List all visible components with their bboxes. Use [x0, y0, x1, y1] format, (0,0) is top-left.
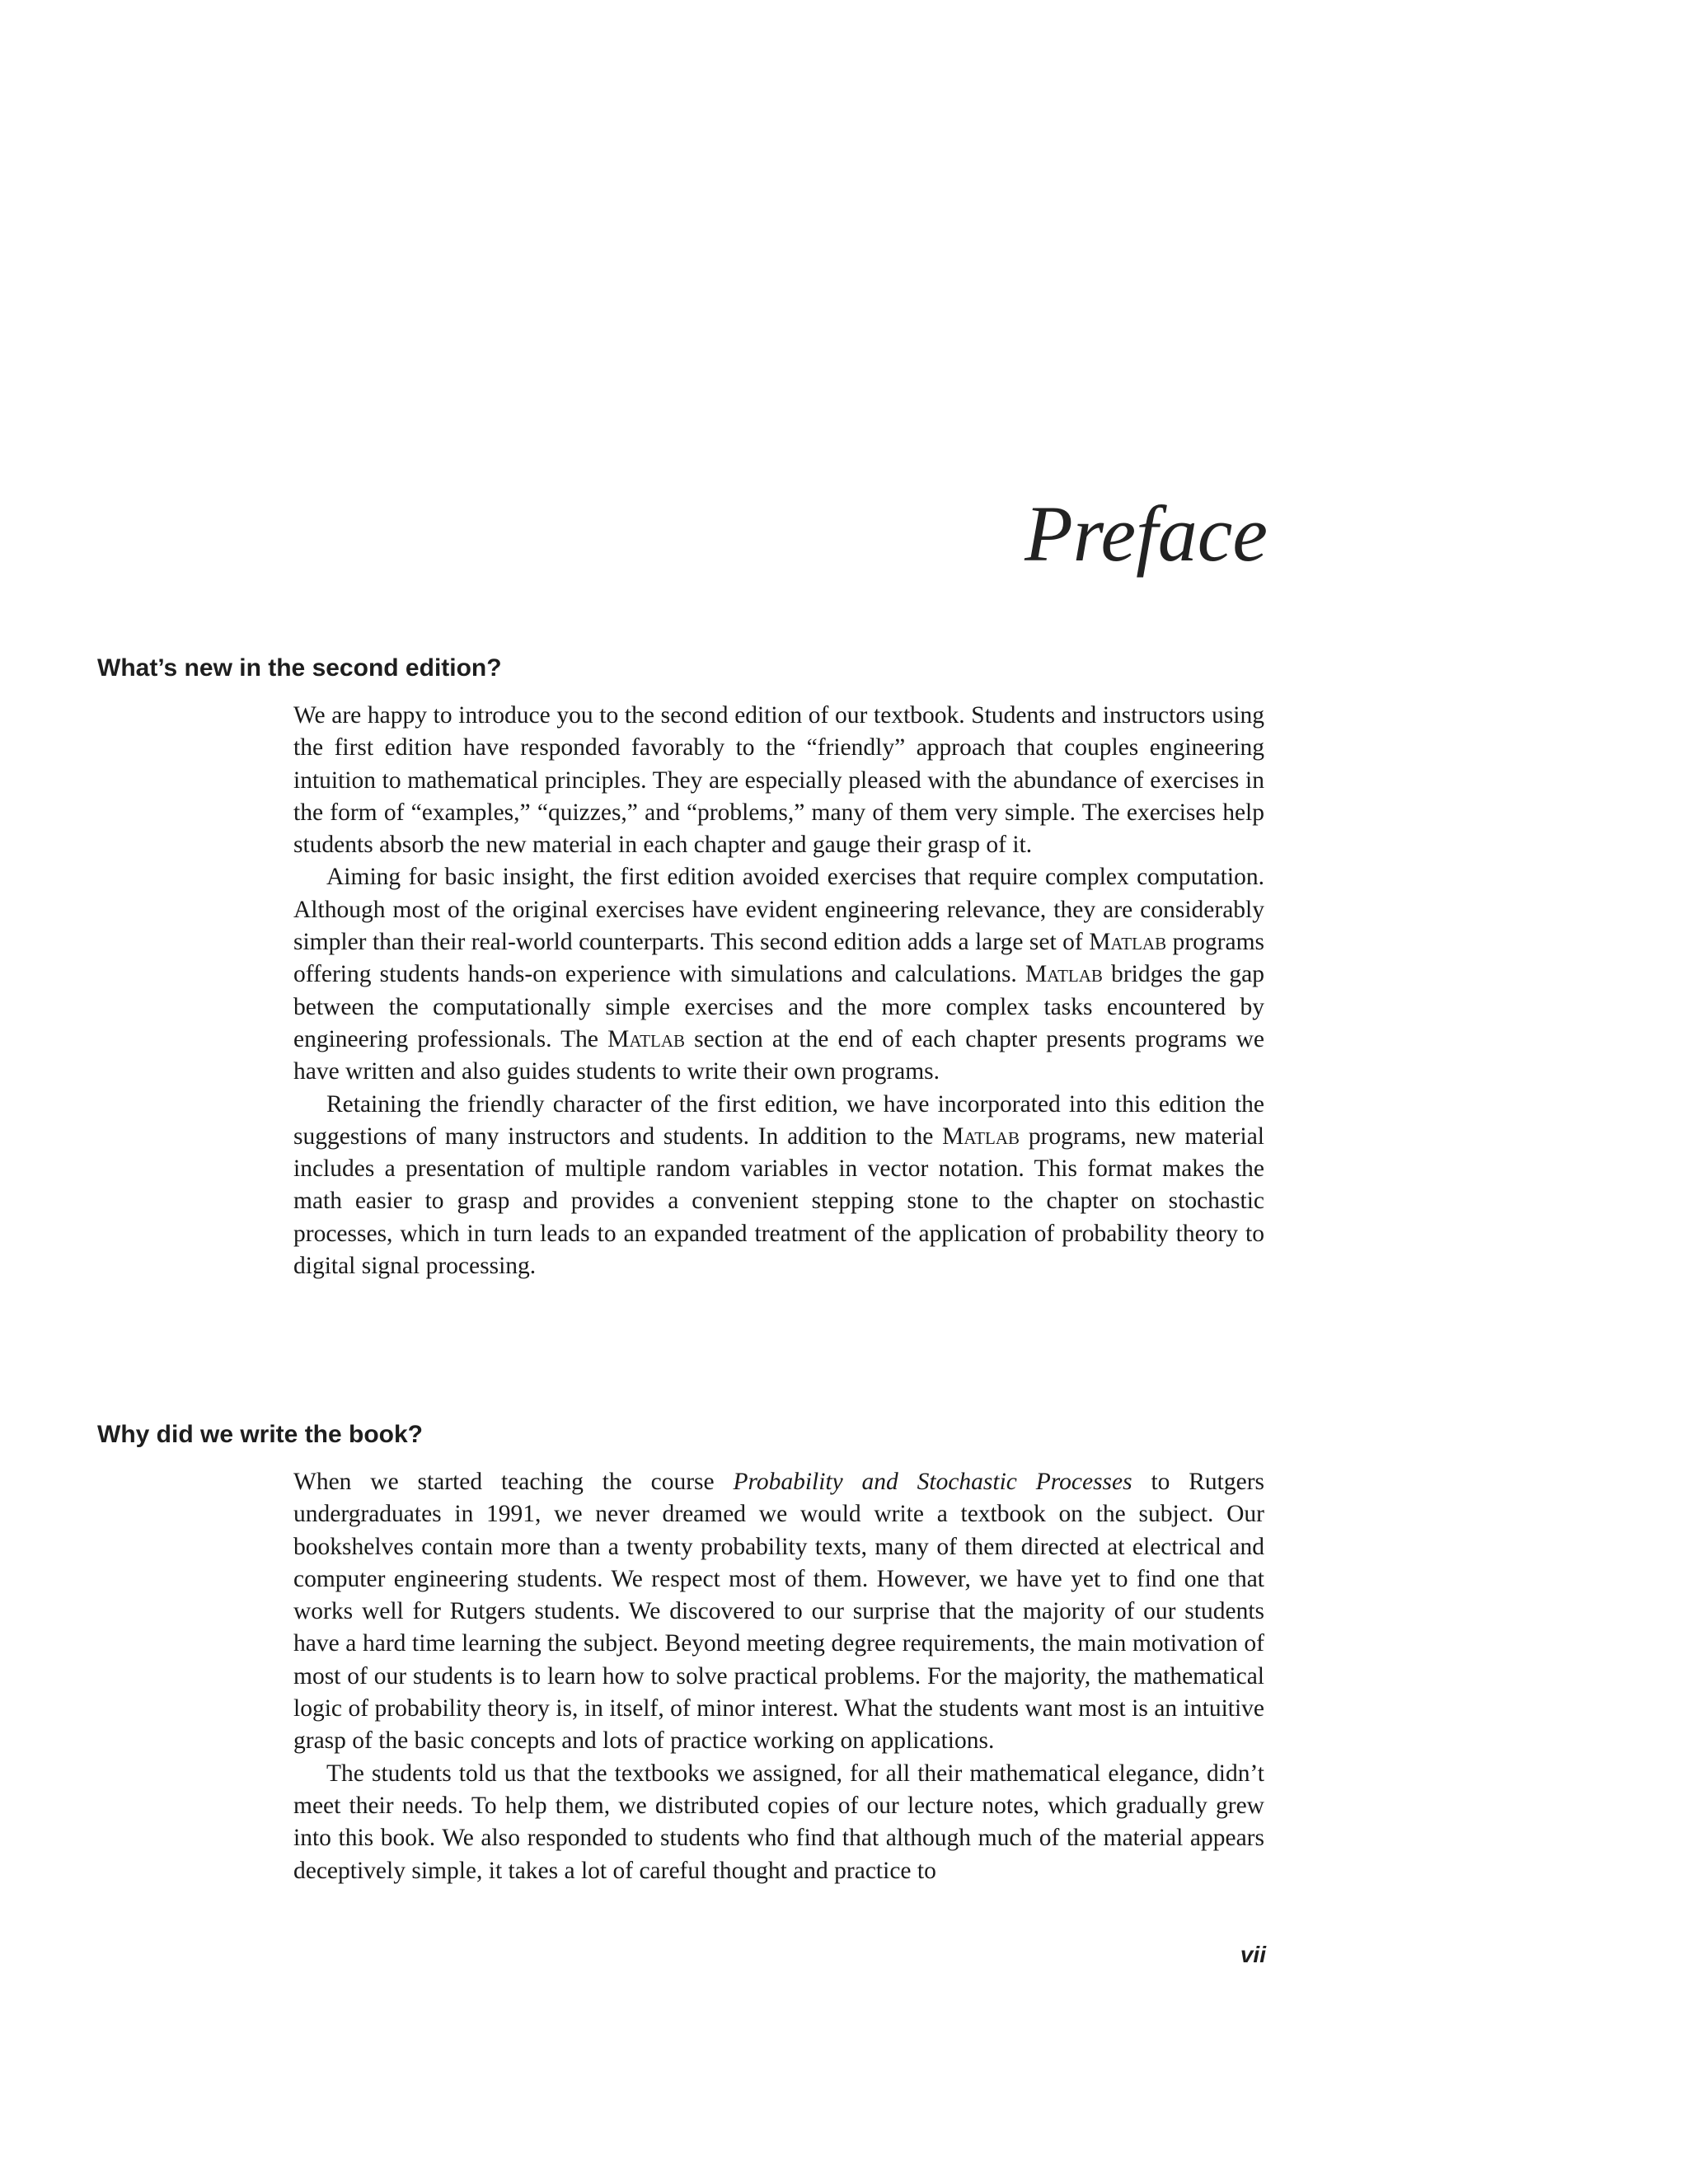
paragraph: The students told us that the textbooks we assigned, for all their mathematical elegance, didn’t meet their needs. To help them, we distributed copies of our lecture notes, which gradually grew into this book. We also responded to students who find that although much of the material appears deceptively simple, it takes a lot of careful thought and practice to [293, 1760, 1264, 1884]
matlab-term: Matlab [1025, 961, 1103, 988]
paragraph [293, 1089, 1264, 1283]
text-run: programs offering students hands-on experience with simulations and calculations. [293, 929, 1264, 988]
paragraph [293, 1466, 1264, 1758]
chapter-title: Preface [1025, 490, 1268, 578]
page-number: vii [1240, 1942, 1266, 1967]
section-heading-why-write: Why did we write the book? [97, 1421, 424, 1448]
section-body-whats-new [293, 700, 1264, 1282]
text-run: Retaining the friendly character of the first edition, we have incorporated into this edition the suggestions of many instructors and students. In addition to the [293, 1090, 1264, 1150]
course-title: Probability and Stochastic Processes [733, 1469, 1132, 1495]
paragraph [293, 861, 1264, 1088]
matlab-term: Matlab [607, 1025, 686, 1052]
section-body-why-write [293, 1466, 1264, 1887]
text-run: When we started teaching the course [293, 1469, 734, 1495]
text-run: section at the end of each chapter presents programs we have written and also guides students to write their own programs. [293, 1025, 1264, 1085]
text-run: bridges the gap between the computationally simple exercises and the more complex tasks encountered by engineering professionals. The [293, 961, 1264, 1052]
matlab-term: Matlab [1089, 929, 1167, 956]
text-run: to Rutgers undergraduates in 1991, we never dreamed we would write a textbook on the subject. Our bookshelves contain more than a twenty probability texts, many of them directed at electrical and computer engineering students. We respect most of them. However, we have yet to find one that works well for Rutgers students. We discovered to our surprise that the majority of our students have a hard time learning the subject. Beyond meeting degree requirements, the main motivation of most of our students is to learn how to solve practical problems. For the majority, the mathematical logic of probability theory is, in itself, of minor interest. What the students want most is an intuitive grasp of the basic concepts and lots of practice working on applications. [293, 1469, 1264, 1755]
text-run: programs, new material includes a presentation of multiple random variables in vector notation. This format makes the math easier to grasp and provides a convenient stepping stone to the chapter on stochastic processes, which in turn leads to an expanded treatment of the application of probability theory to digital signal processing. [293, 1122, 1264, 1280]
matlab-term: Matlab [942, 1122, 1020, 1150]
section-heading-whats-new: What’s new in the second edition? [97, 654, 502, 682]
text-run: Aiming for basic insight, the first edition avoided exercises that require complex computation. Although most of the original exercises have evident engineering relevance, they are considerably simpler than their real-world counterparts. This second edition adds a large set of [293, 864, 1264, 956]
paragraph: We are happy to introduce you to the second edition of our textbook. Students and instructors using the first edition have responded favorably to the “friendly” approach that couples engineering intuition to mathematical principles. They are especially pleased with the abundance of exercises in the form of “examples,” “quizzes,” and “problems,” many of them very simple. The exercises help students absorb the new material in each chapter and gauge their grasp of it. [293, 702, 1264, 859]
